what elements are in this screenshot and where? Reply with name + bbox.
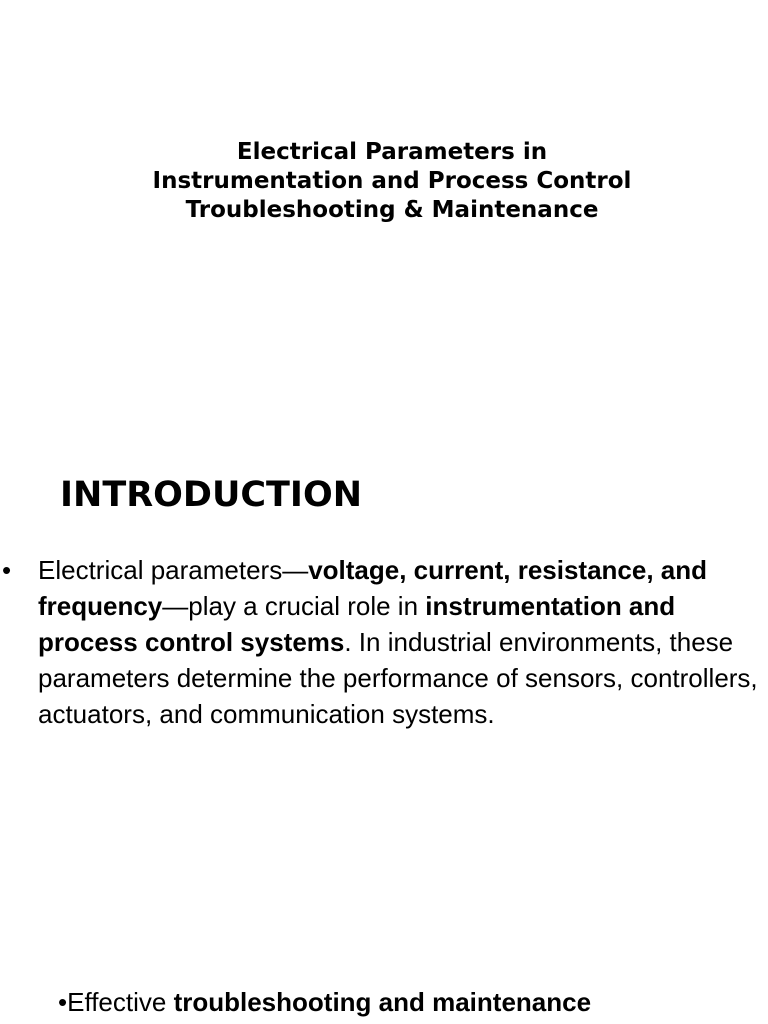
slide-title: Electrical Parameters in Instrumentation and Process Control Troubleshooting & Maintenance xyxy=(152,139,632,223)
bullet-text-segment: —play a crucial role in xyxy=(162,591,426,621)
title-slide xyxy=(0,0,768,440)
introduction-slide xyxy=(0,440,768,1024)
section-heading: INTRODUCTION xyxy=(60,475,362,515)
bullet-point-troubleshooting xyxy=(58,984,758,1020)
bullet-bold-troubleshooting: troubleshooting and maintenance xyxy=(173,987,592,1017)
bullet-bold-systems: instrumentation and process control systems xyxy=(38,591,676,657)
bullet-bold-parameters: voltage, current, resistance, and frequency xyxy=(38,555,708,621)
bullet-text-segment: . In industrial environments, these parameters determine the performance of sensors, controllers, actuators, and communication systems. xyxy=(38,627,758,729)
bullet-point-electrical-parameters xyxy=(2,552,760,732)
bullet-marker: • xyxy=(2,555,12,585)
bullet-text-segment: Effective xyxy=(67,987,174,1017)
bullet-text xyxy=(2,552,760,732)
bullet-text-segment: Electrical parameters— xyxy=(38,555,309,585)
bullet-marker: • xyxy=(58,987,68,1017)
